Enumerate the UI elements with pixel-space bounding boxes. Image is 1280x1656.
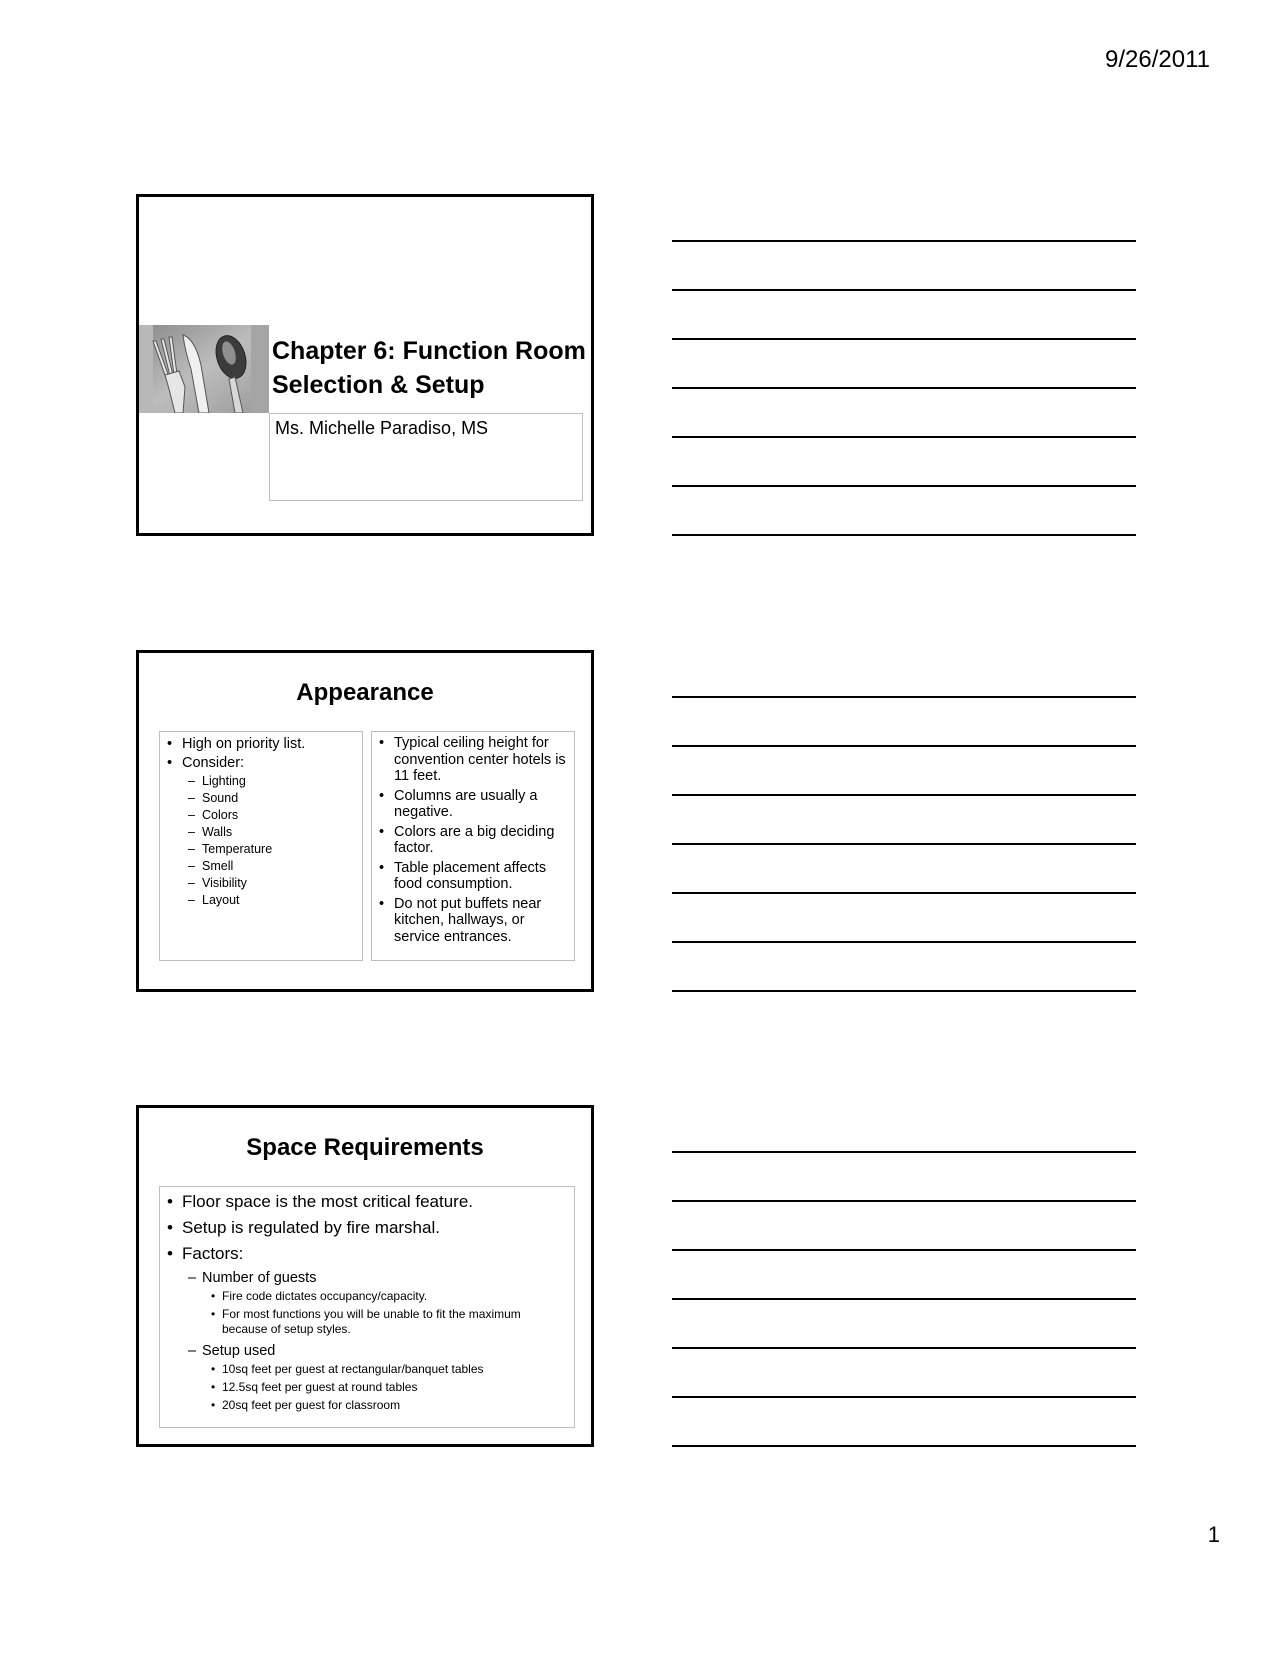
notes-lines-1 [672, 194, 1136, 536]
content-box [159, 1186, 575, 1428]
notes-lines-2 [672, 650, 1136, 992]
right-content-box [371, 731, 575, 961]
notes-lines-3 [672, 1105, 1136, 1447]
slide-heading: Appearance [296, 679, 434, 706]
list-item: • Columns are usually a negative. [377, 788, 569, 821]
detail-item: • 12.5sq feet per guest at round tables [165, 1380, 569, 1395]
sub-list-item: – Sound [165, 790, 357, 807]
slide-title [136, 194, 594, 536]
slide-title-text: Chapter 6: Function Room Selection & Setup [272, 337, 586, 399]
list-item: • Colors are a big deciding factor. [377, 824, 569, 857]
detail-item: • 20sq feet per guest for classroom [165, 1398, 569, 1413]
list-item: • Setup is regulated by fire marshal. [165, 1215, 569, 1241]
list-item: • Table placement affects food consumption. [377, 860, 569, 893]
detail-item: • Fire code dictates occupancy/capacity. [165, 1289, 569, 1304]
sub-list-item: – Temperature [165, 841, 357, 858]
list-item: • High on priority list. [165, 735, 357, 754]
sub-list-item: – Lighting [165, 773, 357, 790]
sub-list-item: – Colors [165, 807, 357, 824]
list-item: • Factors: [165, 1241, 569, 1267]
list-item: • Typical ceiling height for convention center hotels is 11 feet. [377, 735, 569, 785]
sub-list-item: – Walls [165, 824, 357, 841]
slide-appearance [136, 650, 594, 992]
sub-list-item: – Number of guests [165, 1267, 569, 1289]
sub-list-item: – Layout [165, 892, 357, 909]
slide-heading: Space Requirements [246, 1134, 484, 1161]
slide-space-requirements [136, 1105, 594, 1447]
sub-list-item: – Smell [165, 858, 357, 875]
detail-item: • 10sq feet per guest at rectangular/banquet tables [165, 1362, 569, 1377]
left-content-box [159, 731, 363, 961]
detail-item: • For most functions you will be unable to fit the maximum because of setup styles. [165, 1307, 569, 1337]
sub-list-item: – Visibility [165, 875, 357, 892]
list-item: • Do not put buffets near kitchen, hallways, or service entrances. [377, 896, 569, 946]
page-number: 1 [1207, 1522, 1220, 1547]
page-date: 9/26/2011 [1105, 46, 1210, 73]
cutlery-icon [139, 325, 269, 413]
list-item: • Consider: [165, 754, 357, 773]
sub-list-item: – Setup used [165, 1340, 569, 1362]
list-item: • Floor space is the most critical feature. [165, 1189, 569, 1215]
slide-subtitle: Ms. Michelle Paradiso, MS [269, 413, 583, 501]
